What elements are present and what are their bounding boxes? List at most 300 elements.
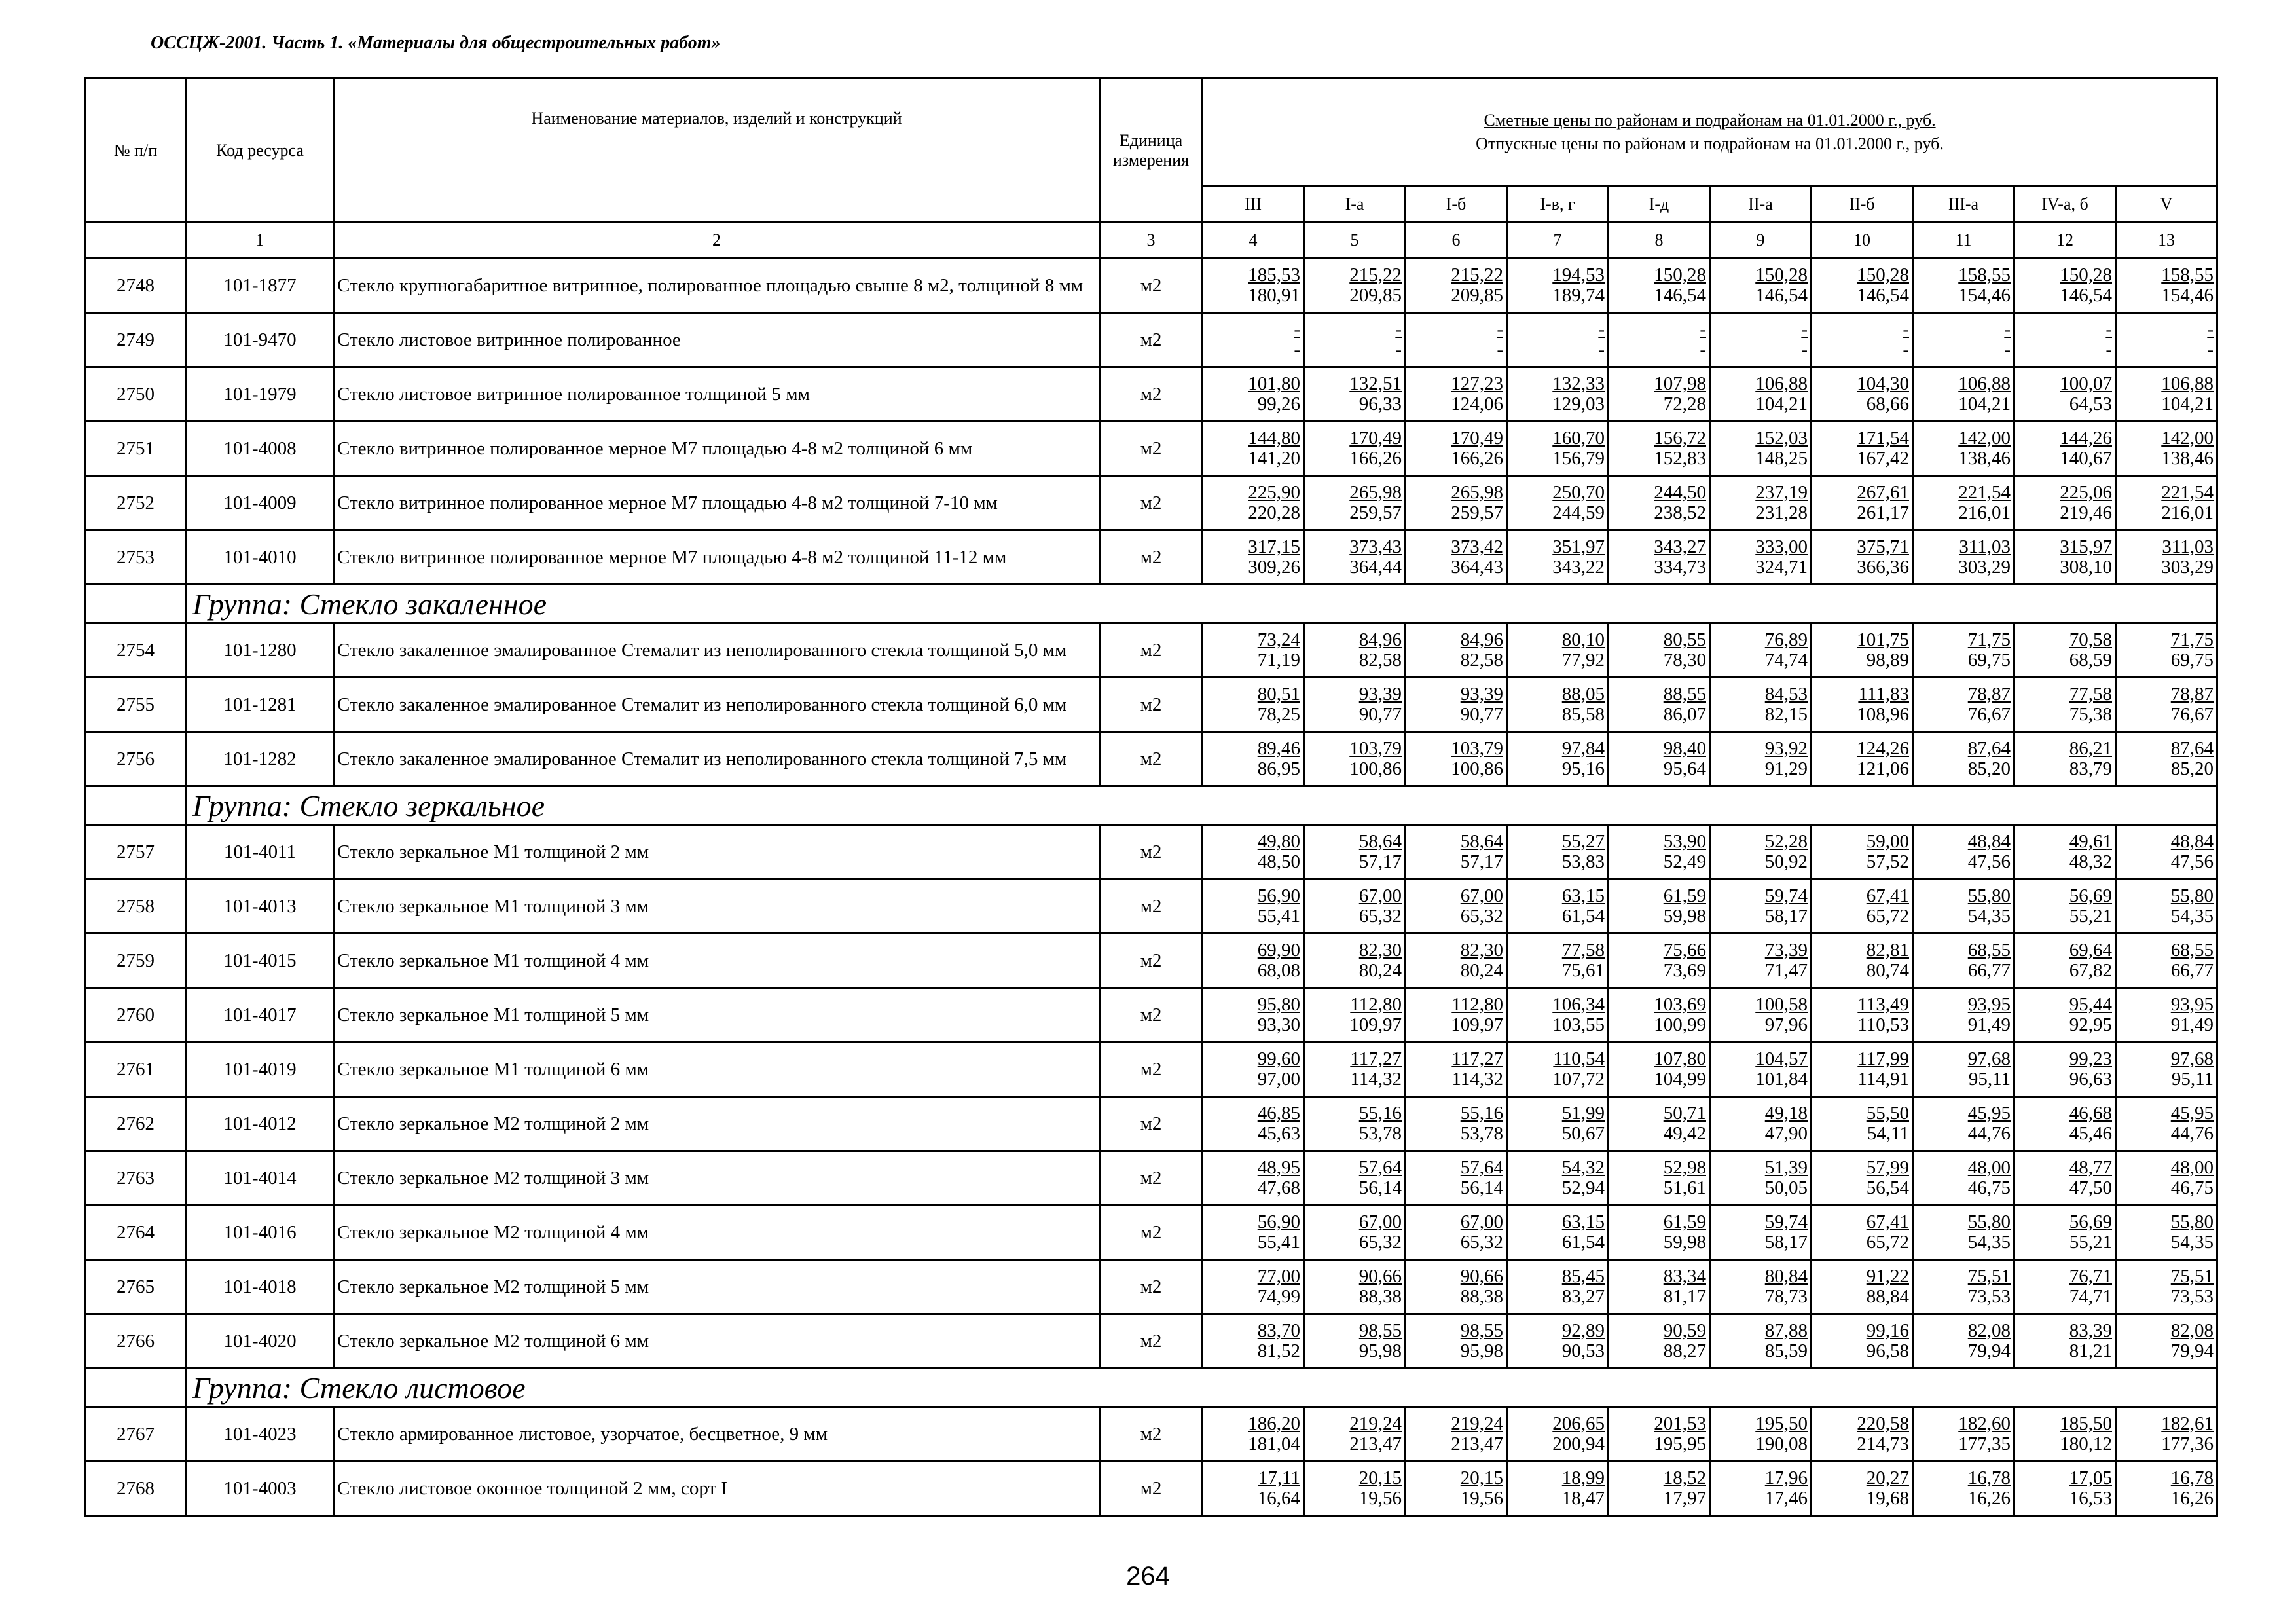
material-name: Стекло витринное полированное мерное М7 площадью 4-8 м2 толщиной 7-10 мм (334, 476, 1100, 530)
price-cell (1203, 1462, 1304, 1516)
estimate-price: 55,80 (2170, 1211, 2214, 1232)
estimate-price: 67,00 (1460, 885, 1503, 906)
region-header: I-а (1304, 187, 1406, 223)
estimate-price: 311,03 (1959, 536, 2011, 557)
release-price: 343,22 (1552, 557, 1605, 578)
release-price: 61,54 (1561, 906, 1605, 927)
estimate-price: 51,99 (1561, 1103, 1605, 1124)
estimate-price: 194,53 (1552, 265, 1605, 286)
estimate-price: 93,95 (2170, 994, 2214, 1015)
release-price: 114,32 (1350, 1069, 1402, 1090)
unit-of-measure: м2 (1100, 1314, 1203, 1369)
resource-code: 101-4016 (187, 1206, 334, 1260)
price-cell (1507, 732, 1609, 786)
unit-of-measure: м2 (1100, 1260, 1203, 1314)
release-price: 114,32 (1451, 1069, 1503, 1090)
release-price: 220,28 (1248, 502, 1300, 523)
price-cell (2116, 623, 2217, 678)
group-row (85, 1369, 2217, 1407)
estimate-price: 82,81 (1866, 940, 1909, 961)
estimate-price: 156,72 (1654, 428, 1706, 449)
price-cell (1609, 678, 1710, 732)
release-price: 98,89 (1866, 650, 1909, 671)
material-name: Стекло зеркальное М2 толщиной 4 мм (334, 1206, 1100, 1260)
price-cell (2116, 1043, 2217, 1097)
release-price: 166,26 (1451, 448, 1503, 469)
estimate-price: 170,49 (1349, 428, 1402, 449)
price-cell (1913, 1097, 2014, 1151)
price-cell (1304, 313, 1406, 367)
price-cell (1507, 1462, 1609, 1516)
release-price: - (1700, 339, 1706, 360)
estimate-price: 86,21 (2069, 738, 2112, 759)
release-price: 177,35 (1958, 1433, 2011, 1454)
table-row (85, 367, 2217, 422)
price-cell (1609, 1260, 1710, 1314)
release-price: 50,92 (1764, 851, 1808, 872)
price-cell (1812, 313, 1913, 367)
price-cell (1913, 934, 2014, 988)
estimate-price: 150,28 (1857, 265, 1909, 286)
estimate-price: 57,64 (1358, 1157, 1402, 1178)
release-price: 82,58 (1358, 650, 1402, 671)
price-cell (1812, 934, 1913, 988)
group-spacer (85, 786, 187, 825)
price-cell (1913, 1206, 2014, 1260)
price-cell (2014, 678, 2116, 732)
release-price: 74,99 (1257, 1286, 1300, 1307)
release-price: 53,78 (1460, 1123, 1503, 1144)
release-price: 238,52 (1654, 502, 1706, 523)
price-cell (1812, 678, 1913, 732)
price-cell (1812, 259, 1913, 313)
price-cell (1203, 732, 1304, 786)
price-cell (1203, 678, 1304, 732)
estimate-price: 18,52 (1663, 1467, 1706, 1488)
table-row (85, 1206, 2217, 1260)
price-cell (1609, 623, 1710, 678)
release-price: 129,03 (1552, 394, 1605, 415)
estimate-price: 55,80 (1967, 1211, 2011, 1232)
estimate-price: 52,28 (1764, 831, 1808, 852)
price-cell (1710, 988, 1812, 1043)
price-cell (1710, 1206, 1812, 1260)
estimate-price: 75,51 (1967, 1266, 2011, 1287)
document-header: ОССЦЖ-2001. Часть 1. «Материалы для общестроительных работ» (151, 33, 721, 53)
estimate-price: 117,27 (1451, 1048, 1503, 1069)
price-cell (2116, 988, 2217, 1043)
price-cell (1913, 1314, 2014, 1369)
estimate-price: 55,80 (2170, 885, 2214, 906)
estimate-price: 250,70 (1552, 482, 1605, 503)
release-price: 141,20 (1248, 448, 1300, 469)
price-cell (1507, 988, 1609, 1043)
release-price: 16,26 (1967, 1488, 2011, 1509)
estimate-price: 195,50 (1755, 1413, 1808, 1434)
estimate-price: 113,49 (1857, 994, 1909, 1015)
estimate-price: 54,32 (1561, 1157, 1605, 1178)
price-cell (1304, 879, 1406, 934)
price-cell (2116, 934, 2217, 988)
price-cell (1913, 678, 2014, 732)
price-cell (2014, 530, 2116, 585)
table-row (85, 1043, 2217, 1097)
release-price: 48,50 (1257, 851, 1300, 872)
estimate-price: 80,84 (1764, 1266, 1808, 1287)
page-number: 264 (1126, 1562, 1170, 1591)
estimate-price: 71,75 (2170, 629, 2214, 650)
price-cell (1304, 259, 1406, 313)
resource-code: 101-9470 (187, 313, 334, 367)
estimate-price: 58,64 (1358, 831, 1402, 852)
release-price: 303,29 (2161, 557, 2214, 578)
release-price: 86,95 (1257, 758, 1300, 779)
release-price: 101,84 (1755, 1069, 1808, 1090)
release-price: 86,07 (1663, 704, 1706, 725)
release-price: 17,97 (1663, 1488, 1706, 1509)
estimate-price: 71,75 (1967, 629, 2011, 650)
unit-of-measure: м2 (1100, 1206, 1203, 1260)
release-price: 16,26 (2170, 1488, 2214, 1509)
release-price: 91,49 (2170, 1014, 2214, 1035)
price-cell (2116, 1260, 2217, 1314)
estimate-price: 99,60 (1257, 1048, 1300, 1069)
estimate-price: 80,51 (1257, 684, 1300, 705)
release-price: 45,63 (1257, 1123, 1300, 1144)
release-price: 72,28 (1663, 394, 1706, 415)
estimate-price: 93,39 (1358, 684, 1402, 705)
column-index: 3 (1100, 223, 1203, 259)
resource-code: 101-4019 (187, 1043, 334, 1097)
release-price: 56,14 (1460, 1177, 1503, 1198)
estimate-price: 78,87 (1967, 684, 2011, 705)
row-number: 2763 (85, 1151, 187, 1206)
release-price: - (1395, 339, 1402, 360)
table-row (85, 1260, 2217, 1314)
price-cell (1406, 1260, 1507, 1314)
price-cell (1710, 1097, 1812, 1151)
estimate-price: 103,79 (1451, 738, 1503, 759)
release-price: 55,41 (1257, 906, 1300, 927)
estimate-price: 61,59 (1663, 1211, 1706, 1232)
release-price: 74,71 (2069, 1286, 2112, 1307)
unit-of-measure: м2 (1100, 879, 1203, 934)
region-header: I-в, г (1507, 187, 1609, 223)
release-price: - (1801, 339, 1808, 360)
table-row (85, 879, 2217, 934)
release-price: 50,67 (1561, 1123, 1605, 1144)
price-cell (1913, 476, 2014, 530)
release-price: 216,01 (1958, 502, 2011, 523)
column-index: 7 (1507, 223, 1609, 259)
price-cell (1812, 1407, 1913, 1462)
price-cell (1203, 530, 1304, 585)
region-header: III (1203, 187, 1304, 223)
price-cell (1406, 1407, 1507, 1462)
estimate-price: 84,96 (1358, 629, 1402, 650)
estimate-price: 48,84 (2170, 831, 2214, 852)
release-price: 104,21 (1958, 394, 2011, 415)
release-price: 51,61 (1663, 1177, 1706, 1198)
release-price: 57,17 (1460, 851, 1503, 872)
release-price: 19,56 (1358, 1488, 1402, 1509)
release-price: 67,82 (2069, 960, 2112, 981)
material-name: Стекло зеркальное М2 толщиной 3 мм (334, 1151, 1100, 1206)
release-price: 167,42 (1857, 448, 1909, 469)
price-cell (1913, 988, 2014, 1043)
estimate-price: 55,16 (1460, 1103, 1503, 1124)
release-price: 107,72 (1552, 1069, 1605, 1090)
release-price: 95,64 (1663, 758, 1706, 779)
price-cell (2116, 1206, 2217, 1260)
estimate-price: 53,90 (1663, 831, 1706, 852)
price-cell (1304, 1462, 1406, 1516)
release-price: 93,30 (1257, 1014, 1300, 1035)
price-cell (1609, 476, 1710, 530)
column-index: 6 (1406, 223, 1507, 259)
estimate-price: 150,28 (1755, 265, 1808, 286)
price-cell (1710, 1462, 1812, 1516)
price-cell (1203, 879, 1304, 934)
row-number: 2757 (85, 825, 187, 879)
price-cell (1913, 879, 2014, 934)
price-cell (1812, 1314, 1913, 1369)
column-index: 4 (1203, 223, 1304, 259)
price-cell (2014, 313, 2116, 367)
estimate-price: - (1598, 319, 1605, 340)
price-cell (1913, 732, 2014, 786)
price-cell (2116, 1151, 2217, 1206)
unit-of-measure: м2 (1100, 988, 1203, 1043)
estimate-price: 82,30 (1358, 940, 1402, 961)
price-cell (1812, 1260, 1913, 1314)
estimate-price: 132,33 (1552, 373, 1605, 394)
release-price: 88,27 (1663, 1340, 1706, 1361)
price-cell (1812, 879, 1913, 934)
release-price: 121,06 (1857, 758, 1909, 779)
resource-code: 101-4011 (187, 825, 334, 879)
resource-code: 101-4018 (187, 1260, 334, 1314)
price-cell (1507, 1043, 1609, 1097)
release-price: 78,73 (1764, 1286, 1808, 1307)
price-cell (1710, 825, 1812, 879)
column-index: 5 (1304, 223, 1406, 259)
estimate-price: 87,64 (2170, 738, 2214, 759)
release-price: 54,35 (1967, 906, 2011, 927)
price-cell (1203, 1314, 1304, 1369)
release-price: 19,68 (1866, 1488, 1909, 1509)
resource-code: 101-1877 (187, 259, 334, 313)
price-cell (1304, 825, 1406, 879)
estimate-price: 98,40 (1663, 738, 1706, 759)
row-number: 2768 (85, 1462, 187, 1516)
release-price: 18,47 (1561, 1488, 1605, 1509)
price-cell (1507, 530, 1609, 585)
release-price: 146,54 (2060, 285, 2112, 306)
price-cell (1304, 530, 1406, 585)
estimate-price: 237,19 (1755, 482, 1808, 503)
column-index: 9 (1710, 223, 1812, 259)
price-cell (1203, 476, 1304, 530)
estimate-price: 90,66 (1358, 1266, 1402, 1287)
estimate-price: 70,58 (2069, 629, 2112, 650)
column-index: 12 (2014, 223, 2116, 259)
release-price: 47,56 (1967, 851, 2011, 872)
release-price: 124,06 (1451, 394, 1503, 415)
material-name: Стекло закаленное эмалированное Стемалит из неполированного стекла толщиной 5,0 мм (334, 623, 1100, 678)
estimate-price: 49,18 (1764, 1103, 1808, 1124)
estimate-price: 186,20 (1248, 1413, 1300, 1434)
estimate-price: 171,54 (1857, 428, 1909, 449)
release-price: 209,85 (1451, 285, 1503, 306)
region-header: V (2116, 187, 2217, 223)
estimate-price: 89,46 (1257, 738, 1300, 759)
estimate-price: 88,55 (1663, 684, 1706, 705)
release-price: 57,52 (1866, 851, 1909, 872)
estimate-price: 80,55 (1663, 629, 1706, 650)
price-cell (1406, 732, 1507, 786)
price-cell (1304, 678, 1406, 732)
price-cell (1304, 934, 1406, 988)
estimate-price: 87,88 (1764, 1320, 1808, 1341)
estimate-price: 73,39 (1764, 940, 1808, 961)
release-price: 44,76 (1967, 1123, 2011, 1144)
estimate-price: 17,96 (1764, 1467, 1808, 1488)
release-price: 44,76 (2170, 1123, 2214, 1144)
release-price: 88,84 (1866, 1286, 1909, 1307)
price-cell (1507, 623, 1609, 678)
release-price: 114,91 (1857, 1069, 1909, 1090)
price-cell (2116, 1097, 2217, 1151)
price-cell (1609, 825, 1710, 879)
material-name: Стекло закаленное эмалированное Стемалит из неполированного стекла толщиной 7,5 мм (334, 732, 1100, 786)
estimate-price: 215,22 (1349, 265, 1402, 286)
estimate-price: 85,45 (1561, 1266, 1605, 1287)
estimate-price: 67,41 (1866, 1211, 1909, 1232)
estimate-price: 49,80 (1257, 831, 1300, 852)
estimate-price: 67,00 (1358, 885, 1402, 906)
estimate-price: 56,69 (2069, 1211, 2112, 1232)
table-row (85, 1407, 2217, 1462)
release-price: 83,79 (2069, 758, 2112, 779)
release-price: 16,53 (2069, 1488, 2112, 1509)
price-cell (1609, 732, 1710, 786)
release-price: 140,67 (2060, 448, 2112, 469)
price-cell (1609, 1462, 1710, 1516)
material-name: Стекло зеркальное М1 толщиной 3 мм (334, 879, 1100, 934)
material-name: Стекло зеркальное М2 толщиной 5 мм (334, 1260, 1100, 1314)
price-cell (1203, 1206, 1304, 1260)
release-price: 71,47 (1764, 960, 1808, 981)
release-price: 69,75 (2170, 650, 2214, 671)
price-cell (1812, 530, 1913, 585)
release-price: 177,36 (2161, 1433, 2214, 1454)
row-number: 2755 (85, 678, 187, 732)
price-cell (1913, 1043, 2014, 1097)
row-number: 2751 (85, 422, 187, 476)
row-number: 2765 (85, 1260, 187, 1314)
estimate-price: 111,83 (1858, 684, 1909, 705)
release-price: 259,57 (1349, 502, 1402, 523)
material-name: Стекло зеркальное М1 толщиной 5 мм (334, 988, 1100, 1043)
row-number: 2767 (85, 1407, 187, 1462)
price-cell (2014, 988, 2116, 1043)
material-name: Стекло зеркальное М2 толщиной 6 мм (334, 1314, 1100, 1369)
release-price: 180,12 (2060, 1433, 2112, 1454)
release-price: 308,10 (2060, 557, 2112, 578)
estimate-price: 311,03 (2162, 536, 2214, 557)
price-cell (1203, 422, 1304, 476)
release-price: 214,73 (1857, 1433, 1909, 1454)
col-header-prices (1203, 79, 2217, 187)
estimate-price: 91,22 (1866, 1266, 1909, 1287)
release-price: 138,46 (2161, 448, 2214, 469)
estimate-price: 104,57 (1755, 1048, 1808, 1069)
release-price: 148,25 (1755, 448, 1808, 469)
price-cell (2116, 313, 2217, 367)
price-cell (1203, 1151, 1304, 1206)
release-price: 90,77 (1460, 704, 1503, 725)
price-cell (1913, 825, 2014, 879)
release-price: 99,26 (1257, 394, 1300, 415)
estimate-price: 77,58 (1561, 940, 1605, 961)
estimate-price: 56,90 (1257, 1211, 1300, 1232)
price-cell (1609, 1407, 1710, 1462)
estimate-price: 18,99 (1561, 1467, 1605, 1488)
release-price: 80,74 (1866, 960, 1909, 981)
estimate-price: 84,96 (1460, 629, 1503, 650)
price-cell (1812, 1151, 1913, 1206)
release-price: 59,98 (1663, 906, 1706, 927)
price-cell (1507, 476, 1609, 530)
price-cell (1609, 988, 1710, 1043)
price-cell (1507, 934, 1609, 988)
region-header: I-д (1609, 187, 1710, 223)
resource-code: 101-4010 (187, 530, 334, 585)
release-price: 59,98 (1663, 1232, 1706, 1253)
estimate-price: 73,24 (1257, 629, 1300, 650)
group-label: Группа: Стекло листовое (187, 1369, 2217, 1407)
release-price: - (1497, 339, 1503, 360)
price-cell (1812, 367, 1913, 422)
row-number: 2758 (85, 879, 187, 934)
price-cell (1710, 530, 1812, 585)
price-cell (1812, 422, 1913, 476)
estimate-price: 46,85 (1257, 1103, 1300, 1124)
release-price: 190,08 (1755, 1433, 1808, 1454)
release-price: 58,17 (1764, 1232, 1808, 1253)
resource-code: 101-4023 (187, 1407, 334, 1462)
price-cell (1812, 476, 1913, 530)
region-header: I-б (1406, 187, 1507, 223)
price-cell (1507, 1097, 1609, 1151)
price-cell (1203, 1407, 1304, 1462)
release-price: 219,46 (2060, 502, 2112, 523)
release-price: 88,38 (1358, 1286, 1402, 1307)
estimate-price: 61,59 (1663, 885, 1706, 906)
price-cell (1406, 825, 1507, 879)
price-cell (1304, 422, 1406, 476)
row-number: 2748 (85, 259, 187, 313)
material-name: Стекло армированное листовое, узорчатое, бесцветное, 9 мм (334, 1407, 1100, 1462)
release-price: 53,78 (1358, 1123, 1402, 1144)
price-cell (2116, 678, 2217, 732)
estimate-price: 100,07 (2060, 373, 2112, 394)
price-cell (1203, 313, 1304, 367)
estimate-price: 75,51 (2170, 1266, 2214, 1287)
release-price: 96,58 (1866, 1340, 1909, 1361)
price-cell (1406, 1314, 1507, 1369)
